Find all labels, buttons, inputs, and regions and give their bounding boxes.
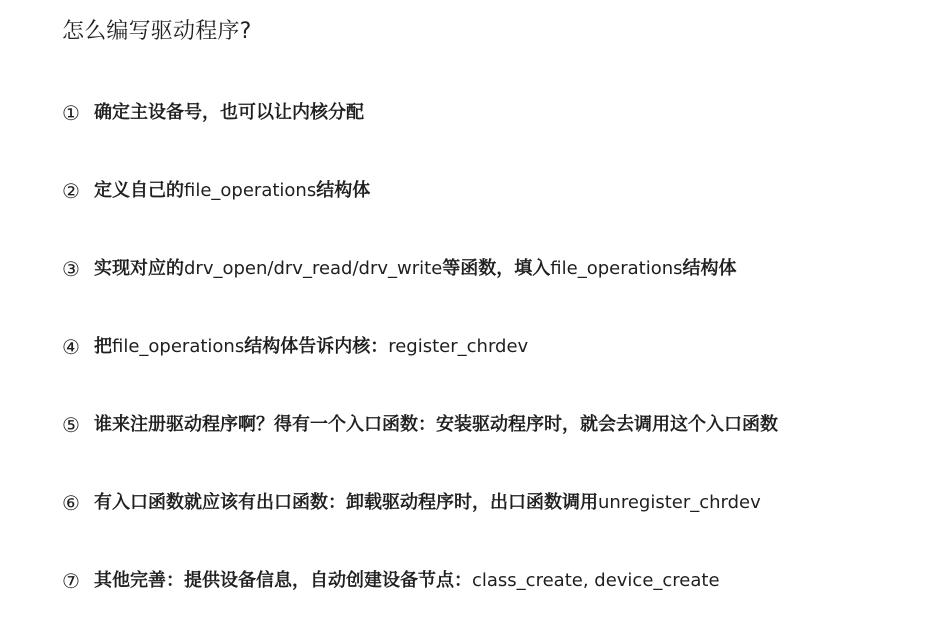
step-text: 确定主设备号，也可以让内核分配 <box>94 102 364 123</box>
step-text: 结构体 <box>682 258 737 279</box>
step-number: ① <box>62 101 80 125</box>
step-number: ④ <box>62 335 80 359</box>
step-text: 定义自己的 <box>94 180 184 201</box>
step-text: 等函数，填入 <box>442 258 551 279</box>
code-term: register_chrdev <box>388 336 529 357</box>
step-number: ⑥ <box>62 491 80 515</box>
step-7 <box>62 566 922 644</box>
step-text: 结构体告诉内核： <box>244 336 389 357</box>
code-term: file_operations <box>112 336 245 357</box>
step-6 <box>62 488 922 566</box>
step-text: 把 <box>94 336 112 357</box>
step-2 <box>62 176 922 254</box>
code-term: drv_open/drv_read/drv_write <box>184 258 443 279</box>
step-4 <box>62 332 922 410</box>
step-3 <box>62 254 922 332</box>
step-5 <box>62 410 922 488</box>
step-text: 谁来注册驱动程序啊？得有一个入口函数：安装驱动程序时，就会去调用这个入口函数 <box>94 414 778 435</box>
step-1 <box>62 98 922 176</box>
code-term: file_operations <box>184 180 317 201</box>
step-text: 其他完善：提供设备信息，自动创建设备节点： <box>94 570 472 591</box>
code-term: file_operations <box>550 258 683 279</box>
code-term: class_create, device_create <box>472 570 720 591</box>
code-term: unregister_chrdev <box>598 492 761 513</box>
step-list <box>62 98 922 644</box>
page-title: 怎么编写驱动程序? <box>62 19 252 44</box>
step-text: 结构体 <box>316 180 371 201</box>
step-text: 有入口函数就应该有出口函数：卸载驱动程序时，出口函数调用 <box>94 492 598 513</box>
step-text: 实现对应的 <box>94 258 184 279</box>
step-number: ③ <box>62 257 80 281</box>
step-number: ⑦ <box>62 569 80 593</box>
step-number: ② <box>62 179 80 203</box>
step-number: ⑤ <box>62 413 80 437</box>
